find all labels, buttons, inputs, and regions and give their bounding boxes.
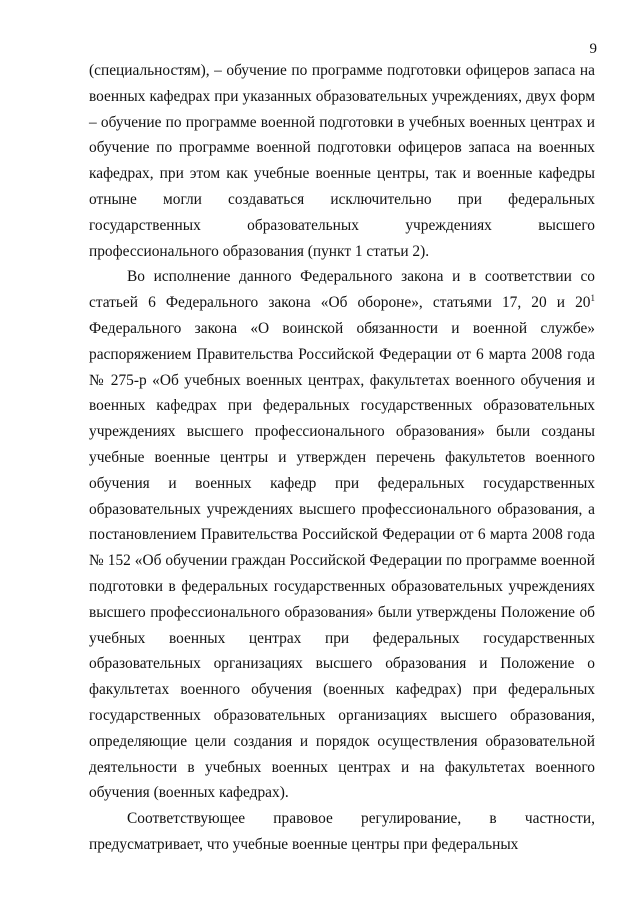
paragraph-2-text-end: Федерального закона «О воинской обязанности и военной службе» распоряжением Правительства Российской Федерации от 6 марта 2008 года № 275-р «Об учебных военных центрах, факультетах военного обучения и военных кафедрах при федеральных государственных образовательных учреждениях высшего профессионального образования» были созданы учебные военные центры и утвержден перечень факультетов военного обучения и военных кафедр при федеральных государственных образовательных учреждениях высшего профессионального образования, а постановлением Правительства Российской Федерации от 6 марта 2008 года № 152 «Об обучении граждан Российской Федерации по программе военной подготовки в федеральных государственных образовательных учреждениях высшего профессионального образования» были утверждены Положение об учебных военных центрах при федеральных государственных образовательных организациях высшего образования и Положение о факультетах военного обучения (военных кафедрах) при федеральных государственных образовательных организациях высшего образования, определяющие цели создания и порядок осуществления образовательной деятельности в учебных военных центрах и на факультетах военного обучения (военных кафедрах). [89,319,595,802]
paragraph-2-text-start: Во исполнение данного Федерального закона и в соответствии со статьей 6 Федерального закона «Об обороне», статьями 17, 20 и 20 [89,268,595,312]
paragraph-3: Соответствующее правовое регулирование, в частности, предусматривает, что учебные военные центры при федеральных [89,810,595,853]
superscript-index: 1 [590,293,595,304]
page-number: 9 [589,41,597,57]
paragraph-1: (специальностям), – обучение по программе подготовки офицеров запаса на военных кафедрах при указанных образовательных учреждениях, двух форм – обучение по программе военной подготовки в учебных военных центрах и обучение по программе военной подготовки офицеров запаса на военных кафедрах, при этом как учебные военные центры, так и военные кафедры отныне могли создаваться исключительно при федеральных государственных образовательных учреждениях высшего профессионального образования (пункт 1 статьи 2). [89,62,595,260]
body-text [89,58,595,858]
paragraph-2 [89,264,595,806]
